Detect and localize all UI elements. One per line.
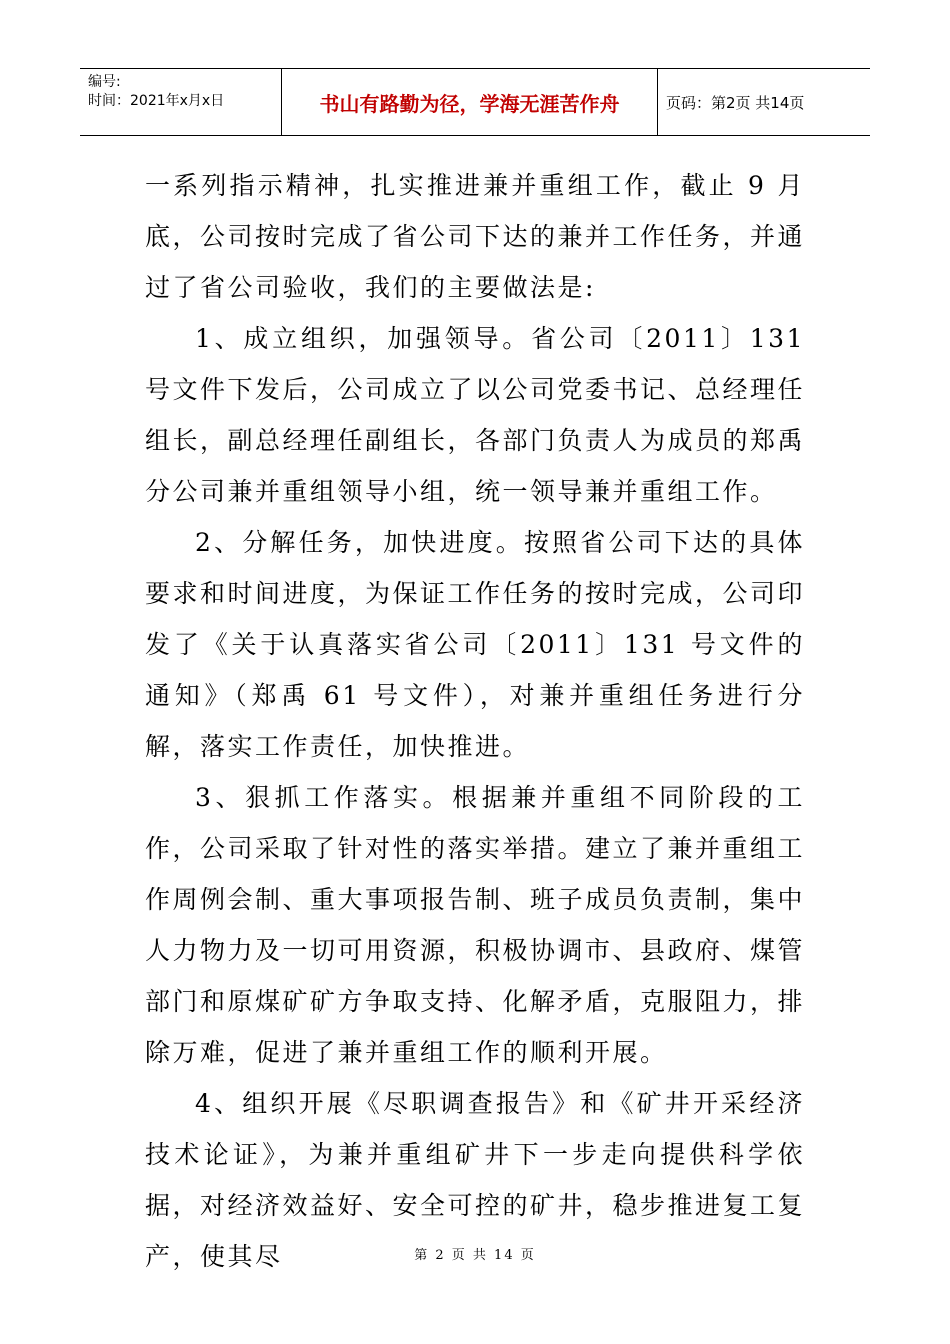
- document-date: 时间：2021年x月x日: [88, 93, 225, 109]
- paragraph-item-3: 3、狠抓工作落实。根据兼并重组不同阶段的工作，公司采取了针对性的落实举措。建立了兼并重组工作周例会制、重大事项报告制、班子成员负责制，集中人力物力及一切可用资源，积极协调市、县政府、煤管部门和原煤矿矿方争取支持、化解矛盾，克服阻力，排除万难，促进了兼并重组工作的顺利开展。: [145, 783, 806, 1067]
- page-footer: 第 2 页 共 14 页: [414, 1248, 536, 1263]
- document-body: [145, 160, 805, 1282]
- paragraph-item-2: 2、分解任务，加快进度。按照省公司下达的具体要求和时间进度，为保证工作任务的按时完成，公司印发了《关于认真落实省公司〔2011〕131 号文件的通知》（郑禹 61 号文件），对兼并重组任务进行分解，落实工作责任，加快推进。: [145, 528, 806, 761]
- document-number-label: 编号:: [88, 74, 121, 90]
- header-page-info: 页码：第2页 共14页: [666, 93, 805, 112]
- paragraph-item-1: 1、成立组织，加强领导。省公司〔2011〕131 号文件下发后，公司成立了以公司党委书记、总经理任组长，副总经理任副组长，各部门负责人为成员的郑禹分公司兼并重组领导小组，统一领导兼并重组工作。: [145, 324, 806, 506]
- page-header: [80, 68, 870, 136]
- paragraph-continuation: 一系列指示精神，扎实推进兼并重组工作，截止 9 月底，公司按时完成了省公司下达的兼并工作任务，并通过了省公司验收，我们的主要做法是:: [145, 171, 806, 302]
- header-meta: [80, 69, 282, 135]
- paragraph-item-4: 4、组织开展《尽职调查报告》和《矿井开采经济技术论证》，为兼并重组矿井下一步走向提供科学依据，对经济效益好、安全可控的矿井，稳步推进复工复产，使其尽: [145, 1089, 806, 1271]
- header-motto: 书山有路勤为径，学海无涯苦作舟: [282, 69, 658, 135]
